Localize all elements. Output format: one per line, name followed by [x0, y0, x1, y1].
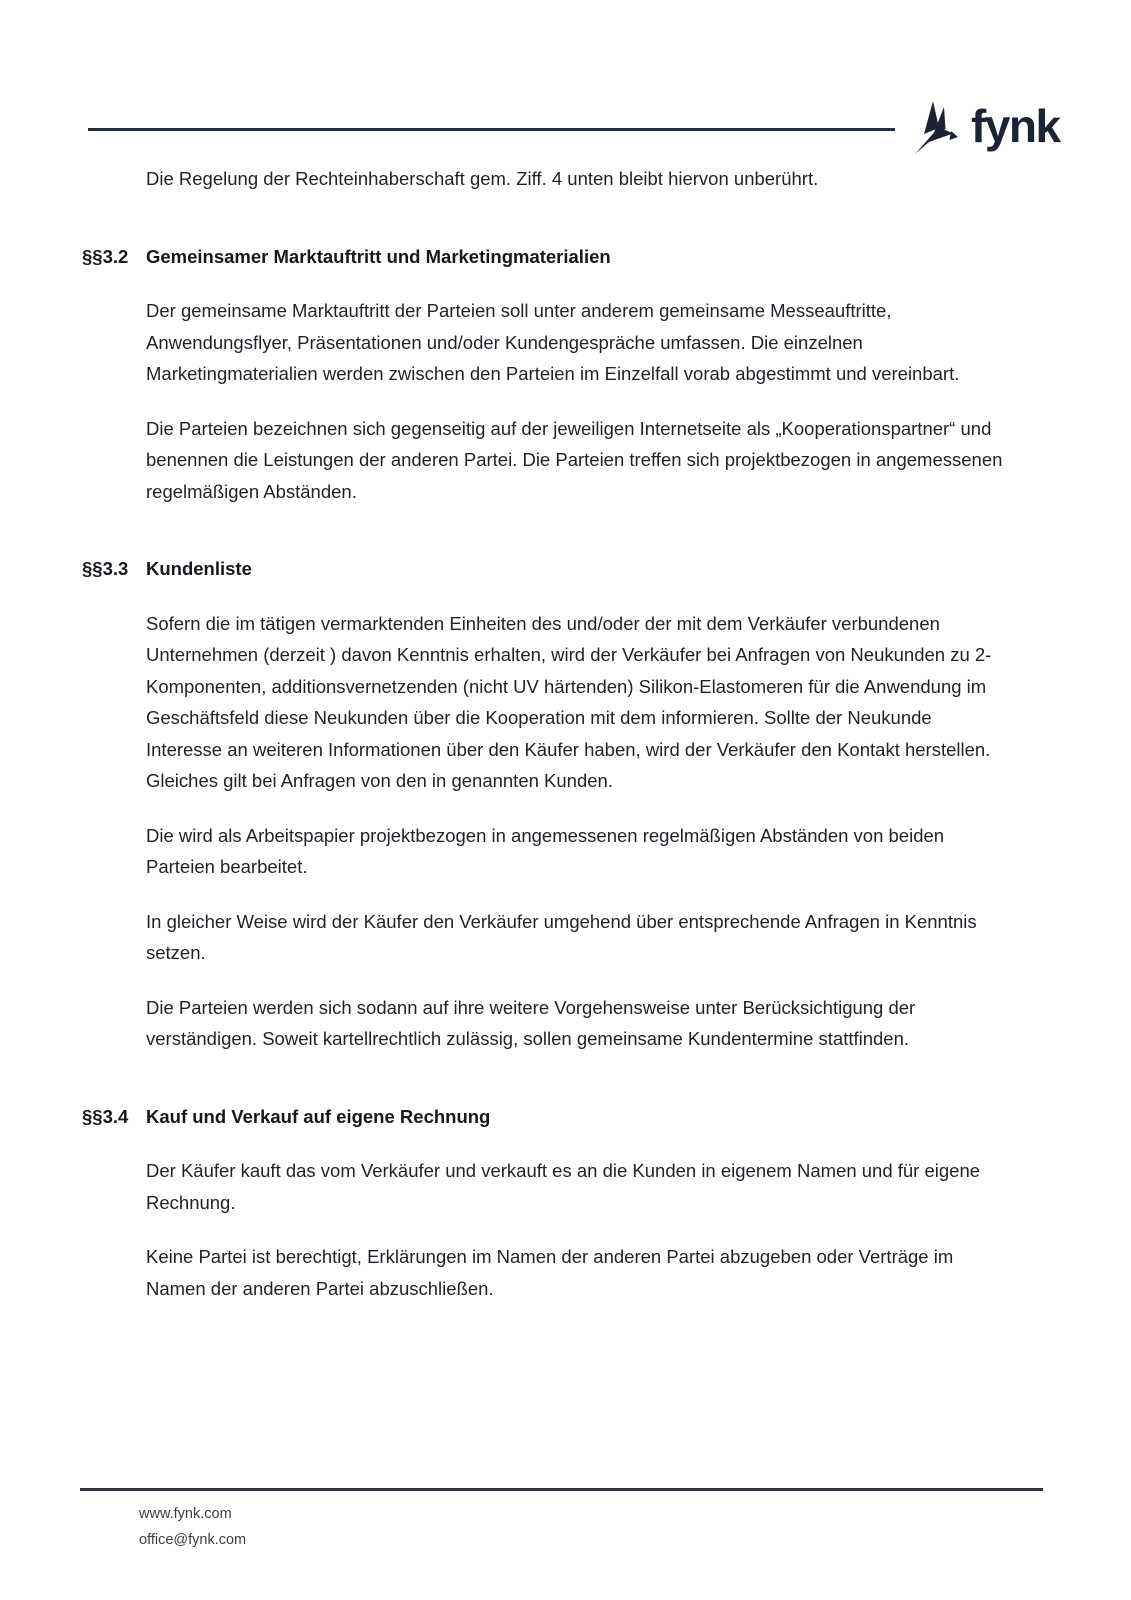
footer-divider [80, 1488, 1043, 1491]
document-body [82, 163, 1006, 1304]
intro-paragraph: Die Regelung der Rechteinhaberschaft gem. Ziff. 4 unten bleibt hiervon unberührt. [146, 168, 819, 189]
section-paragraph: In gleicher Weise wird der Käufer den Verkäufer umgehend über entsprechende Anfragen in Kenntnis setzen. [146, 910, 977, 963]
origami-crane-icon [914, 100, 958, 158]
section-paragraph: Die wird als Arbeitspapier projektbezogen in angemessenen regelmäßigen Abständen von beiden Parteien bearbeitet. [146, 824, 945, 877]
logo-wordmark: fynk [971, 100, 1060, 152]
section-3-3 [82, 553, 1006, 1055]
section-paragraph: Die Parteien bezeichnen sich gegenseitig auf der jeweiligen Internetseite als „Kooperationspartner“ und benennen die Leistungen der anderen Partei. Die Parteien treffen sich projektbezogen in angemessenen regelmäßigen Abständen. [146, 417, 1003, 502]
section-title: Kauf und Verkauf auf eigene Rechnung [146, 1105, 491, 1127]
section-paragraph: Keine Partei ist berechtigt, Erklärungen im Namen der anderen Partei abzugeben oder Verträge im Namen der anderen Partei abzuschließen. [146, 1246, 954, 1299]
header-divider [88, 128, 895, 131]
section-number: §§3.2 [82, 245, 129, 267]
section-paragraph: Der Käufer kauft das vom Verkäufer und verkauft es an die Kunden in eigenem Namen und für eigene Rechnung. [146, 1160, 981, 1213]
section-number: §§3.4 [82, 1105, 129, 1127]
section-number: §§3.3 [82, 558, 129, 579]
section-title: Gemeinsamer Marktauftritt und Marketingmaterialien [146, 245, 611, 267]
section-3-2 [82, 241, 1006, 508]
section-paragraph: Sofern die im tätigen vermarktenden Einheiten des und/oder der mit dem Verkäufer verbundenen Unternehmen (derzeit ) davon Kenntnis erhalten, wird der Verkäufer bei Anfragen von Neukunden zu 2-Komponenten, additionsvernetzenden (nicht UV härtenden) Silikon-Elastomeren für die Anwendung im Geschäftsfeld diese Neukunden über die Kooperation mit dem informieren. Sollte der Neukunde Interesse an weiteren Informationen über den Käufer haben, wird der Verkäufer den Kontakt herstellen. Gleiches gilt bei Anfragen von den in genannten Kunden. [146, 612, 992, 791]
section-title: Kundenliste [146, 558, 252, 579]
section-paragraph: Die Parteien werden sich sodann auf ihre weitere Vorgehensweise unter Berücksichtigung der verständigen. Soweit kartellrechtlich zulässig, sollen gemeinsame Kundentermine stattfinden. [146, 996, 916, 1049]
footer [139, 1501, 246, 1553]
fynk-logo [914, 100, 1060, 158]
footer-website-link[interactable]: www.fynk.com [139, 1506, 232, 1522]
section-paragraph: Der gemeinsame Marktauftritt der Parteien soll unter anderem gemeinsame Messeauftritte, Anwendungsflyer, Präsentationen und/oder Kundengespräche umfassen. Die einzelnen Marketingmaterialien werden zwischen den Parteien im Einzelfall vorab abgestimmt und vereinbart. [146, 300, 960, 384]
section-heading [82, 553, 1006, 585]
section-3-4 [82, 1101, 1006, 1305]
footer-email-link[interactable]: office@fynk.com [139, 1532, 247, 1548]
section-heading [82, 241, 1006, 273]
section-heading [82, 1101, 1006, 1133]
